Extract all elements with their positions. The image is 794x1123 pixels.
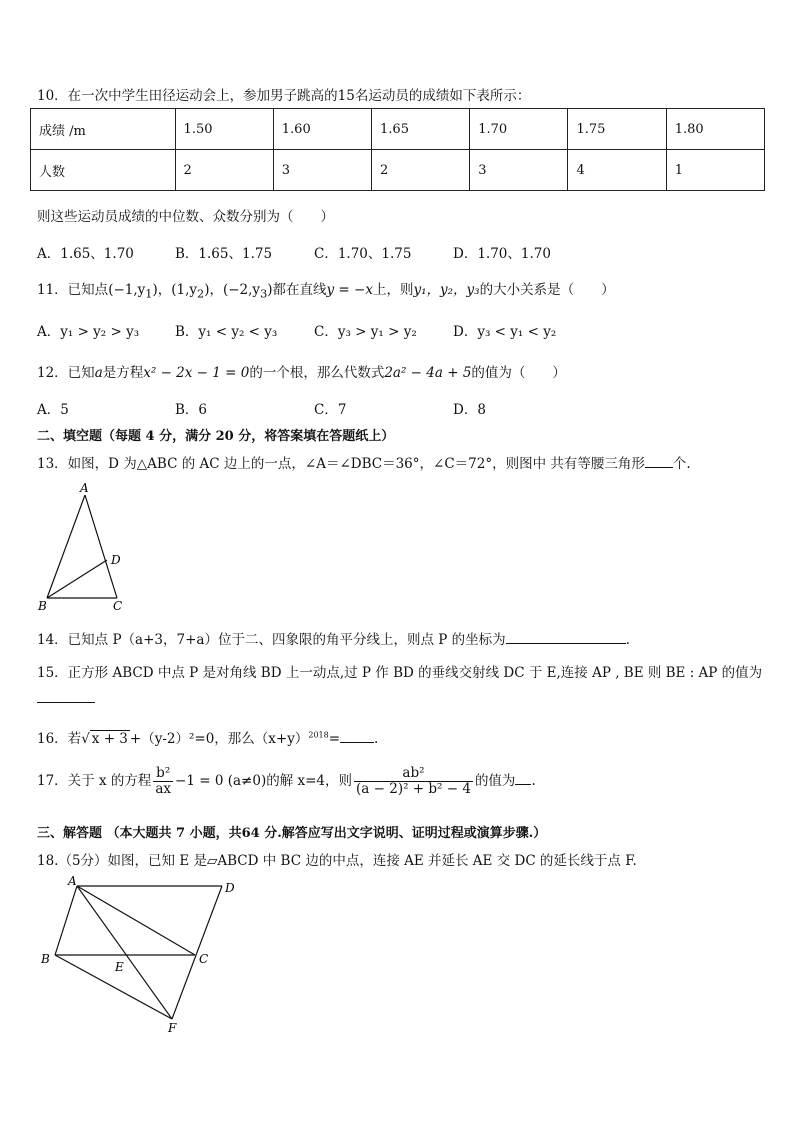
q10-option-b: B．1.65、1.75 bbox=[175, 246, 273, 262]
q12-equation: x² − 2x − 1 = 0 bbox=[143, 365, 250, 381]
table-cell: 2 bbox=[372, 150, 470, 191]
q12-part-a: 12．已知 bbox=[37, 365, 95, 381]
edge-ab bbox=[47, 495, 85, 598]
label-c: C bbox=[199, 952, 209, 966]
q10-stem: 10．在一次中学生田径运动会上，参加男子跳高的15名运动员的成绩如下表所示： bbox=[37, 88, 531, 104]
q11-tail: 上，则 bbox=[372, 282, 414, 298]
q12-option-c: C．7 bbox=[314, 402, 347, 418]
edge-bf bbox=[55, 955, 172, 1019]
q15-answer-blank[interactable] bbox=[37, 688, 95, 703]
table-cell: 3 bbox=[470, 150, 568, 191]
q11-mid: 都在直线 bbox=[272, 282, 327, 298]
q17-mid: −1 = 0 (a≠0)的解 x=4，则 bbox=[175, 773, 353, 789]
q14-stem bbox=[37, 628, 630, 648]
q16-pre: 16．若 bbox=[37, 731, 82, 747]
label-a: A bbox=[80, 481, 89, 495]
q14-text: 14．已知点 P（a+3，7+a）位于二、四象限的角平分线上，则点 P 的坐标为 bbox=[37, 632, 506, 648]
section-3-heading: 三、解答题 （本大题共 7 小题，共64 分.解答应写出文字说明、证明过程或演算步骤.） bbox=[37, 826, 547, 841]
q17-tail: . bbox=[531, 773, 536, 789]
q14-tail: . bbox=[625, 632, 630, 648]
table-cell: 2 bbox=[175, 150, 273, 191]
label-b: B bbox=[38, 599, 47, 613]
q17-pre: 17．关于 x 的方程 bbox=[37, 773, 152, 789]
q11-option-a: A．y₁ > y₂ > y₃ bbox=[37, 324, 140, 340]
q17-den2: (a − 2)² + b² − 4 bbox=[356, 781, 471, 797]
label-f: F bbox=[168, 1021, 177, 1035]
q15-stem: 15．正方形 ABCD 中点 P 是对角线 BD 上一动点,过 P 作 BD 的垂线交射线 DC 于 E,连接 AP , BE 则 BE : AP 的值为 bbox=[37, 665, 763, 681]
q14-answer-blank[interactable] bbox=[506, 643, 626, 644]
q17-post: 的值为 bbox=[474, 773, 516, 789]
q11-option-d: D．y₃ < y₁ < y₂ bbox=[453, 324, 557, 340]
q10-option-c: C．1.70、1.75 bbox=[314, 246, 412, 262]
q16-exponent: 2018 bbox=[308, 730, 329, 740]
q10-question: 则这些运动员成绩的中位数、众数分别为（ ） bbox=[37, 209, 334, 225]
q16-answer-blank[interactable] bbox=[340, 742, 374, 743]
q11-p3-end: ) bbox=[267, 282, 273, 298]
q12-option-d: D．8 bbox=[453, 402, 486, 418]
label-b: B bbox=[41, 952, 50, 966]
q17-answer-blank[interactable] bbox=[515, 784, 531, 785]
table-row-scores bbox=[31, 109, 765, 150]
score-table bbox=[30, 108, 765, 191]
q11-line-equation: y = −x bbox=[326, 282, 373, 298]
table-cell: 1 bbox=[666, 150, 764, 191]
q12-stem bbox=[37, 361, 566, 381]
q12-var: a bbox=[94, 365, 103, 381]
table-cell: 1.65 bbox=[372, 109, 470, 150]
label-d: D bbox=[111, 553, 121, 567]
q11-point3: (−2,y bbox=[222, 282, 261, 298]
table-cell: 1.80 bbox=[666, 109, 764, 150]
q12-part-c: 的一个根，那么代数式 bbox=[249, 365, 385, 381]
q11-sub1: 1 bbox=[145, 287, 153, 301]
q16-mid: +（y-2）²=0，那么（x+y） bbox=[129, 731, 309, 747]
edge-ab bbox=[55, 886, 77, 955]
q11-option-b: B．y₁ < y₂ < y₃ bbox=[175, 324, 278, 340]
q15-answer-line bbox=[37, 688, 95, 707]
q11-option-c: C．y₃ > y₁ > y₂ bbox=[314, 324, 417, 340]
edge-dcf bbox=[172, 886, 222, 1019]
q17-num2: ab² bbox=[402, 765, 425, 781]
table-cell: 1.60 bbox=[273, 109, 371, 150]
edge-aef bbox=[77, 886, 172, 1019]
edge-ac bbox=[77, 886, 195, 955]
q16-stem: 16．若√ x + 3 +（y-2）²=0，那么$(x+y)^{2018}=$ . bbox=[37, 730, 379, 747]
q10-option-a: A．1.65、1.70 bbox=[37, 246, 134, 262]
table-header-score: 成绩 /m bbox=[31, 109, 176, 150]
q11-p2-end: )， bbox=[204, 282, 223, 298]
table-cell: 4 bbox=[568, 150, 666, 191]
table-row-counts bbox=[31, 150, 765, 191]
q11-p1-end: )， bbox=[152, 282, 172, 298]
q17-den1: ax bbox=[155, 781, 172, 797]
q11-number: 11．已知点 bbox=[37, 282, 109, 298]
q13-stem bbox=[37, 452, 691, 472]
table-cell: 1.50 bbox=[175, 109, 273, 150]
q13-tail: 个. bbox=[672, 456, 691, 472]
table-cell: 1.75 bbox=[568, 109, 666, 150]
q12-option-a: A．5 bbox=[37, 402, 69, 418]
table-cell: 3 bbox=[273, 150, 371, 191]
q12-option-b: B．6 bbox=[175, 402, 208, 418]
edge-ac bbox=[85, 495, 117, 598]
q16-post: = bbox=[328, 731, 341, 747]
q17-stem bbox=[37, 766, 536, 797]
table-cell: 1.70 bbox=[470, 109, 568, 150]
q16-radicand: x + 3 bbox=[91, 731, 128, 747]
q11-sub3: 3 bbox=[260, 287, 268, 301]
q17-fraction-2 bbox=[354, 766, 473, 797]
q11-point2: (1,y bbox=[171, 282, 198, 298]
label-e: E bbox=[115, 960, 124, 974]
edge-bd bbox=[47, 560, 107, 598]
q13-text: 13．如图，D 为△ABC 的 AC 边上的一点，∠A＝∠DBC＝36°，∠C＝72°，则图中 共有等腰三角形 bbox=[37, 456, 645, 472]
q17-num1: b² bbox=[156, 765, 171, 781]
q17-fraction-1 bbox=[153, 766, 173, 797]
q10-option-d: D．1.70、1.70 bbox=[453, 246, 551, 262]
q11-point1: (−1,y bbox=[108, 282, 146, 298]
q18-stem: 18.（5分）如图，已知 E 是▱ABCD 中 BC 边的中点，连接 AE 并延长 AE 交 DC 的延长线于点 F. bbox=[37, 853, 637, 869]
label-d: D bbox=[225, 881, 235, 895]
q13-triangle-figure bbox=[35, 480, 145, 615]
q12-expression: 2a² − 4a + 5 bbox=[384, 365, 472, 381]
q11-ys: y₁，y₂，y₃ bbox=[413, 282, 480, 298]
section-2-heading: 二、填空题（每题 4 分，满分 20 分，将答案填在答题纸上） bbox=[37, 429, 395, 444]
q13-answer-blank[interactable] bbox=[645, 467, 673, 468]
q18-parallelogram-figure bbox=[35, 872, 250, 1037]
table-header-count: 人数 bbox=[31, 150, 176, 191]
q11-end: 的大小关系是（ ） bbox=[479, 282, 615, 298]
label-c: C bbox=[113, 599, 123, 613]
q11-sub2: 2 bbox=[197, 287, 205, 301]
q12-part-b: 是方程 bbox=[102, 365, 144, 381]
q11-stem bbox=[37, 278, 615, 301]
q12-part-d: 的值为（ ） bbox=[471, 365, 566, 381]
label-a: A bbox=[68, 874, 77, 888]
